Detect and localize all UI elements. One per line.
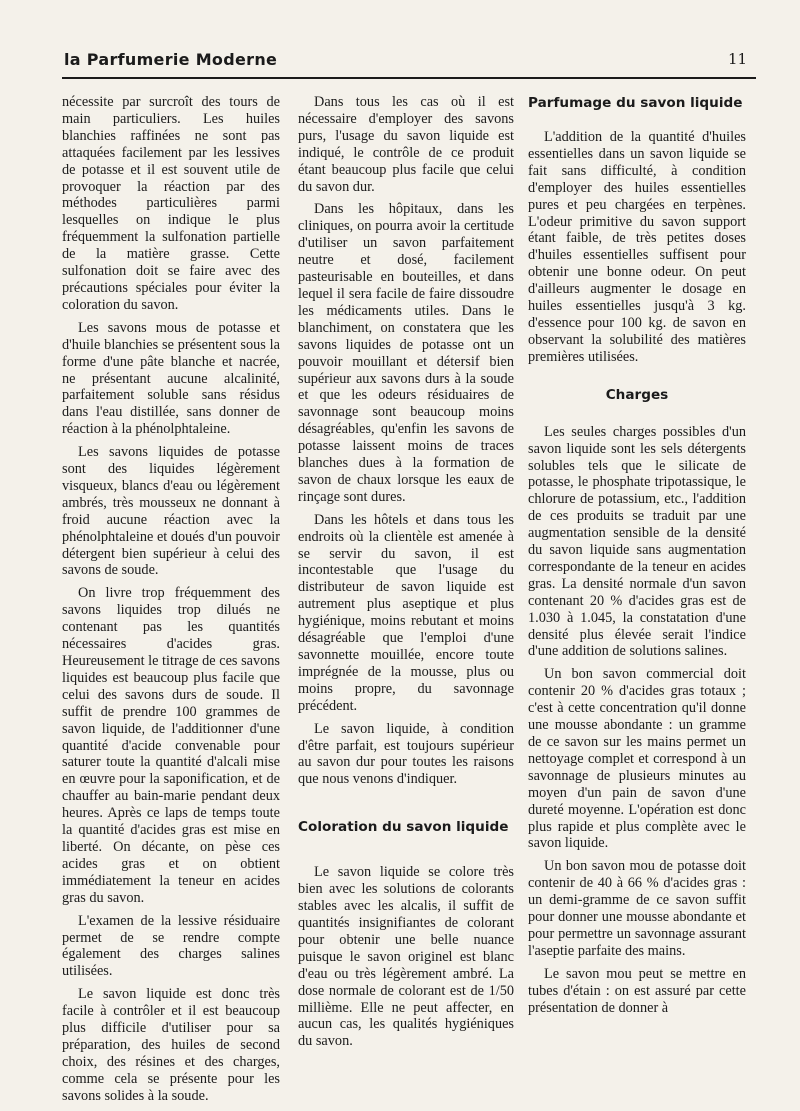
paragraph: Le savon mou peut se mettre en tubes d'étain : on est assuré par cette présentation de donner à [528,965,746,1016]
page-number: 11 [728,50,748,68]
paragraph: Un bon savon mou de potasse doit contenir de 40 à 66 % d'acides gras : un demi-gramme de ce savon suffit pour donner une mousse abondante et pour permettre un savonnage assurant l'aseptie parfaite des mains. [528,858,746,959]
paragraph: Le savon liquide se colore très bien avec les solutions de colorants stables avec les alcalis, il suffit de quantités insignifiantes de colorant pour obtenir une belle nuance puisque le savon originel est blanc d'eau ou très légèrement ambré. La dose normale de colorant est de 1/50 millième. Elle ne peut affecter, en aucun cas, les qualités hygiéniques du savon. [298,864,514,1050]
section-heading-parfumage: Parfumage du savon liquide [528,95,743,111]
running-header-title: la Parfumerie Moderne [64,50,278,69]
column-1 [62,94,280,1111]
paragraph: Dans les hôpitaux, dans les cliniques, on pourra avoir la certitude d'utiliser un savon parfaitement neutre et dosé, facilement pasteurisable en bouteilles, et dans lequel il sera facile de faire dissoudre les médicaments utiles. Dans le blanchiment, on constatera que les savons liquides de potasse ont un pouvoir mouillant et détersif bien supérieur aux savons durs à la soude et que les odeurs résiduaires de savonnage sont beaucoup moins désagréables, qu'enfin les savons de potasse laissent moins de traces blanches dues à la formation de savon de chaux lorsque les eaux de rinçage sont dures. [298,201,514,505]
column-3 [528,94,746,1023]
paragraph: On livre trop fréquemment des savons liquides trop dilués ne contenant pas les quantités nécessaires d'acides gras. Heureusement le titrage de ces savons liquides est beaucoup plus facile que celui des savons durs de soude. Il suffit de prendre 100 grammes de savon liquide, de l'additionner d'une quantité d'acide convenable pour saturer toute la quantité d'alcali mise en œuvre pour la saponification, et de chauffer au bain-marie pendant deux heures. Après ce laps de temps toute la quantité d'acides gras est mise en liberté. On décante, on pèse ces acides gras et on obtient immédiatement la teneur en acides gras du savon. [62,585,280,906]
paragraph: Dans les hôtels et dans tous les endroits où la clientèle est amenée à se servir du savon, il est incontestable que l'usage du distributeur de savon liquide est autrement plus aseptique et plus hygiénique, moins rebutant et moins désagréable que l'emploi d'une savonnette mouillée, encore toute imprégnée de la mousse, plus ou moins propre, du savonnage précédent. [298,511,514,714]
header-rule [62,77,756,79]
paragraph: Les savons mous de potasse et d'huile blanchies se présentent sous la forme d'une pâte blanche et nacrée, ne présentant aucune alcalinité, parfaitement soluble sans résidus dans l'eau distillée, sans donner de réaction à la phénolphtaleine. [62,319,280,438]
paragraph: Les seules charges possibles d'un savon liquide sont les sels détergents solubles tels que le silicate de potasse, le phosphate tripotassique, le chlorure de potassium, etc., l'addition de ces produits se traduit par une augmentation sensible de la densité du savon liquide sans augmentation correspondante de la teneur en acides gras. La densité normale d'un savon contenant 20 % d'acides gras est de 1.030 à 1.045, la constatation d'une densité plus élevée serait l'indice d'une addition de solutions salines. [528,423,746,660]
paragraph: nécessite par surcroît des tours de main particuliers. Les huiles blanchies raffinées ne sont pas attaquées facilement par les lessives de potasse et il est souvent utile de provoquer la réaction par des méthodes particulières parmi lesquelles on indique le plus fréquemment la sulfonation partielle de la matière grasse. Cette sulfonation doit se faire avec des précautions spéciales pour éviter la coloration du savon. [62,94,280,313]
paragraph: Un bon savon commercial doit contenir 20 % d'acides gras totaux ; c'est à cette concentration qu'il donne une mousse abondante : un gramme de ce savon sur les mains permet un nettoyage complet et correspond à un savonnage de plusieurs minutes au moyen d'un pain de savon d'une dureté moyenne. L'opération est donc plus rapide et plus complète avec le savon liquide. [528,666,746,852]
column-2 [298,94,514,1056]
paragraph: L'addition de la quantité d'huiles essentielles dans un savon liquide se fait sans difficulté, à condition d'employer des huiles essentielles pures et peu chargées en terpènes. L'odeur primitive du savon support étant faible, de très petites doses d'huiles essentielles suffisent pour obtenir une bonne odeur. On peut d'ailleurs augmenter le dosage en huiles essentielles jusqu'à 3 kg. d'essence pour 100 kg. de savon en observant la solubilité des matières premières utilisées. [528,129,746,365]
paragraph: Le savon liquide est donc très facile à contrôler et il est beaucoup plus difficile d'utiliser pour sa préparation, des huiles de second choix, des résines et des charges, comme cela se présente pour les savons solides à la soude. [62,986,280,1104]
section-heading-charges: Charges [605,386,669,403]
paragraph: Les savons liquides de potasse sont des liquides légèrement visqueux, blancs d'eau ou légèrement ambrés, très mousseux ne donnant à froid aucune réaction avec la phénolphtaleine et doués d'un pouvoir détergent bien supérieur à celui des savons de soude. [62,444,280,579]
paragraph: L'examen de la lessive résiduaire permet de se rendre compte également des charges salines utilisées. [62,912,280,980]
paragraph: Dans tous les cas où il est nécessaire d'employer des savons purs, l'usage du savon liquide est indiqué, le contrôle de ce produit étant beaucoup plus facile que celui du savon dur. [298,94,514,195]
section-heading-coloration: Coloration du savon liquide [298,819,509,836]
paragraph: Le savon liquide, à condition d'être parfait, est toujours supérieur au savon dur pour toutes les raisons que nous venons d'indiquer. [298,720,514,788]
